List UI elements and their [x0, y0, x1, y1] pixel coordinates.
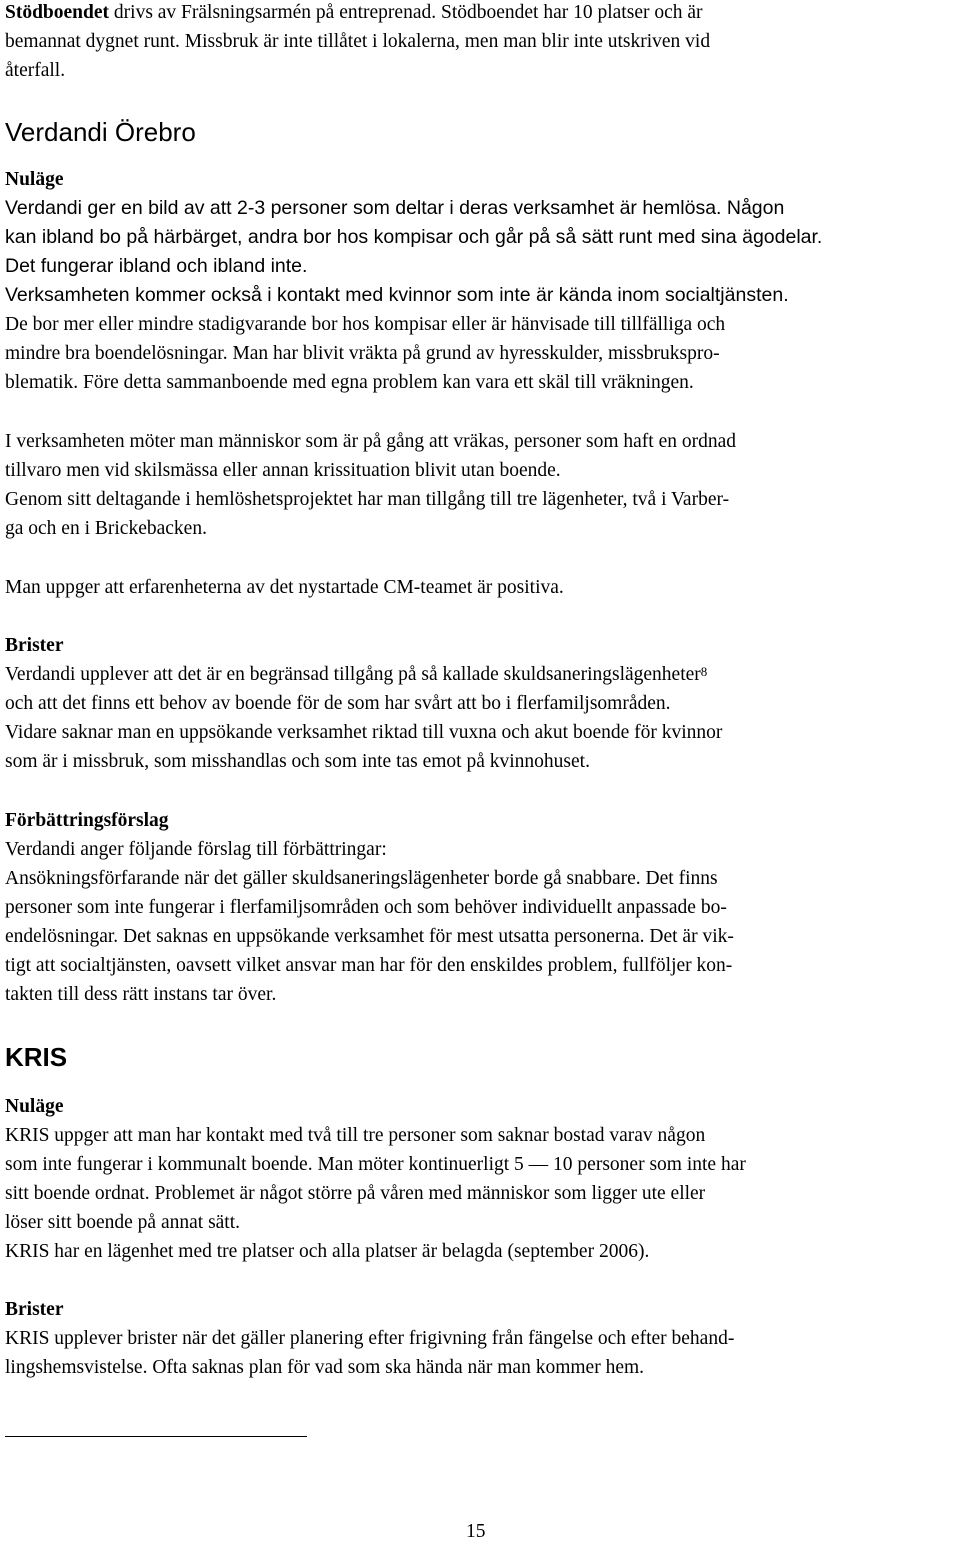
forb-line-4: endelösningar. Det saknas en uppsökande verksamhet för mest utsatta personerna. Det är vik- [5, 926, 734, 947]
heading-nulage-kris: Nuläge [5, 1096, 64, 1117]
verdandi-nulage-line-6: mindre bra boendelösningar. Man har blivit vräkta på grund av hyresskulder, missbrukspro- [5, 343, 720, 364]
verdandi-brister-line-3: Vidare saknar man en uppsökande verksamhet riktad till vuxna och akut boende för kvinnor [5, 722, 723, 743]
verdandi-brister-line-2: och att det finns ett behov av boende för de som har svårt att bo i flerfamiljsområden. [5, 693, 671, 714]
heading-brister-kris: Brister [5, 1299, 64, 1320]
verdandi-para2-line-4: ga och en i Brickebacken. [5, 518, 207, 539]
verdandi-brister-line-1 [5, 660, 707, 689]
forb-line-1: Verdandi anger följande förslag till förbättringar: [5, 839, 387, 860]
verdandi-nulage-line-7: blematik. Före detta sammanboende med egna problem kan vara ett skäl till vräkningen. [5, 372, 694, 393]
heading-forbattringsforslag: Förbättringsförslag [5, 810, 169, 831]
forb-line-3: personer som inte fungerar i flerfamiljsområden och som behöver individuellt anpassade bo- [5, 897, 727, 918]
verdandi-nulage-line-2: kan ibland bo på härbärget, andra bor hos kompisar och går på så sätt runt med sina ägodelar. [5, 226, 823, 248]
verdandi-nulage-line-3: Det fungerar ibland och ibland inte. [5, 255, 308, 277]
heading-nulage-verdandi: Nuläge [5, 169, 64, 190]
forb-line-2: Ansökningsförfarande när det gäller skuldsaneringslägenheter borde gå snabbare. Det finns [5, 868, 718, 889]
heading-brister-verdandi: Brister [5, 635, 64, 656]
kris-brister-line-2: lingshemsvistelse. Ofta saknas plan för vad som ska hända när man kommer hem. [5, 1357, 645, 1378]
footnote-marker: 8 [700, 664, 708, 679]
kris-nulage-line-2: som inte fungerar i kommunalt boende. Man möter kontinuerligt 5 — 10 personer som inte har [5, 1154, 746, 1175]
forb-line-5: tigt att socialtjänsten, oavsett vilket ansvar man har för den enskildes problem, fullföljer kon- [5, 955, 733, 976]
kris-brister-line-1: KRIS upplever brister när det gäller planering efter frigivning från fängelse och efter behand- [5, 1328, 735, 1349]
verdandi-nulage-line-1: Verdandi ger en bild av att 2-3 personer som deltar i deras verksamhet är hemlösa. Någon [5, 197, 785, 219]
footnote-separator [5, 1436, 307, 1437]
section-title-verdandi: Verdandi Örebro [5, 117, 196, 147]
verdandi-brister-line-1-text: Verdandi upplever att det är en begränsad tillgång på så kallade skuldsaneringslägenheter [5, 664, 701, 685]
verdandi-para2-line-3: Genom sitt deltagande i hemlöshetsprojektet har man tillgång till tre lägenheter, två i Varber- [5, 489, 730, 510]
section-title-kris: KRIS [5, 1042, 68, 1072]
intro-line-3: återfall. [5, 60, 66, 81]
verdandi-nulage-line-5: De bor mer eller mindre stadigvarande bor hos kompisar eller är hänvisade till tillfälliga och [5, 314, 726, 335]
verdandi-para2-line-1: I verksamheten möter man människor som är på gång att vräkas, personer som haft en ordnad [5, 431, 737, 452]
intro-line-1-text: drivs av Frälsningsarmén på entreprenad. Stödboendet har 10 platser och är [109, 2, 703, 23]
page-number: 15 [466, 1521, 486, 1542]
verdandi-para2-line-2: tillvaro men vid skilsmässa eller annan krissituation blivit utan boende. [5, 460, 561, 481]
kris-nulage-line-3: sitt boende ordnat. Problemet är något större på våren med människor som ligger ute eller [5, 1183, 706, 1204]
intro-line-2: bemannat dygnet runt. Missbruk är inte tillåtet i lokalerna, men man blir inte utskriven vid [5, 31, 711, 52]
intro-line-1 [5, 0, 703, 27]
intro-bold-term: Stödboendet [5, 2, 110, 23]
kris-nulage-line-5: KRIS har en lägenhet med tre platser och alla platser är belagda (september 2006). [5, 1241, 650, 1262]
forb-line-6: takten till dess rätt instans tar över. [5, 984, 277, 1005]
verdandi-brister-line-4: som är i missbruk, som misshandlas och som inte tas emot på kvinnohuset. [5, 751, 590, 772]
verdandi-para3: Man uppger att erfarenheterna av det nystartade CM-teamet är positiva. [5, 577, 564, 598]
kris-nulage-line-1: KRIS uppger att man har kontakt med två till tre personer som saknar bostad varav någon [5, 1125, 706, 1146]
kris-nulage-line-4: löser sitt boende på annat sätt. [5, 1212, 241, 1233]
verdandi-nulage-line-4: Verksamheten kommer också i kontakt med kvinnor som inte är kända inom socialtjänsten. [5, 284, 789, 306]
